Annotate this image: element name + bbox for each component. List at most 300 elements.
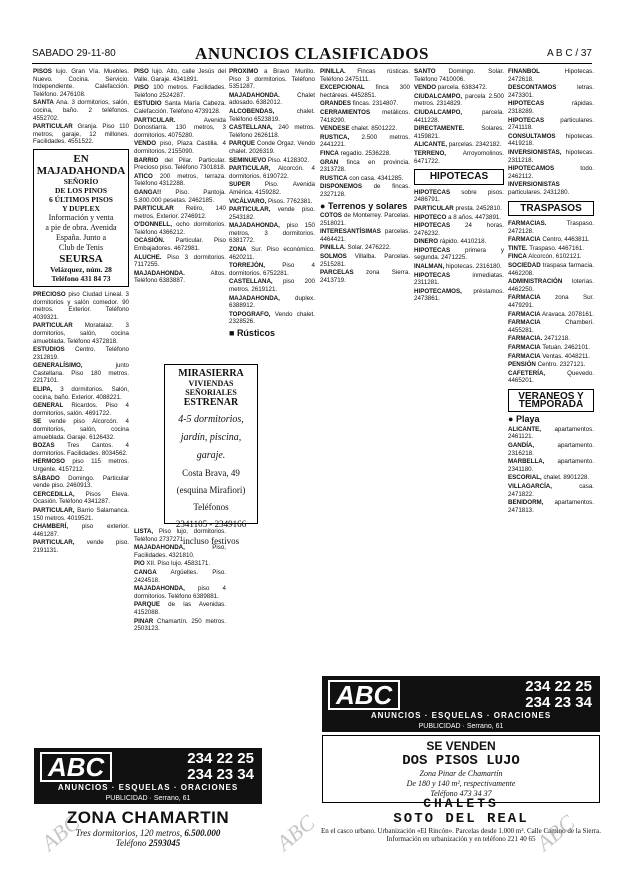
ad-keyword: HIPOTECAMOS: [508, 165, 555, 173]
ad-text: con casa. 4341285.: [349, 174, 404, 182]
ad-keyword: PARQUE: [229, 140, 256, 148]
zona-phone: 2593045: [148, 838, 181, 848]
ad-item: [229, 295, 315, 310]
ad-text: fincas. 2314807.: [352, 100, 399, 108]
ad-item: [320, 125, 410, 133]
abc-logo: ABC: [328, 680, 400, 710]
ad-keyword: CASTELLANA,: [229, 124, 273, 132]
box-title: EN MAJADAHONDA: [36, 152, 126, 177]
ad-text: Pisos Eleva. Ocasión. Teléfono 4341287.: [33, 490, 129, 506]
ad-text: Hipotecas. 2472618.: [508, 68, 594, 83]
ad-keyword: EXCEPCIONAL: [320, 84, 365, 92]
ad-item: [414, 263, 504, 271]
ad-keyword: CIUDALCAMPO,: [414, 92, 463, 100]
ad-line: De 180 y 140 m², respectivamente: [406, 779, 516, 788]
ad-item: [134, 560, 226, 568]
ad-text: metálicos. 7418290.: [320, 108, 410, 124]
ad-text: chalet. Teléfono 6523819.: [229, 107, 315, 123]
ad-keyword: ELIPA,: [33, 386, 53, 394]
ad-text: de Monterrey. Parcelas. 2518021.: [320, 212, 410, 227]
ad-item: [134, 254, 226, 269]
ad-text: Domingo. Particular vende piso. 2460913.: [33, 474, 129, 490]
ad-keyword: INVERSIONISTAS: [508, 181, 560, 189]
ads-list: [229, 68, 315, 326]
ad-item: [508, 100, 594, 115]
ad-item: [320, 68, 410, 83]
ad-item: [414, 68, 504, 83]
ad-item: [134, 100, 226, 115]
ads-list: [414, 189, 504, 303]
ad-item: [320, 84, 410, 99]
ad-keyword: ALICANTE,: [508, 425, 541, 433]
ads-list: [320, 212, 410, 284]
box-line: DE LOS PINOS: [54, 185, 108, 195]
ad-keyword: DISPONEMOS: [320, 183, 362, 191]
ad-text: letras. 2473301.: [508, 84, 594, 99]
ad-item: [508, 236, 594, 244]
ad-text: casa. 2471822.: [508, 482, 594, 498]
ad-keyword: TOPOGRAFO,: [229, 310, 271, 318]
ad-text: XII. Piso lujo. 4583171.: [146, 560, 211, 568]
ad-item: [414, 109, 504, 124]
ad-item: [229, 278, 315, 293]
ad-keyword: ADMINISTRACIÓN: [508, 278, 563, 286]
zona-phone-label: Teléfono: [115, 838, 147, 848]
ad-text: vende piso Alcorcón. 4 dormitorios, salón, cocina amueblada. Garaje. 6126432.: [33, 418, 129, 441]
ad-keyword: RUSTICA: [320, 174, 348, 182]
ad-text: Ana. 3 dormitorios, salón, cocina, baño. 2 teléfonos. 4552702.: [33, 99, 129, 122]
abc-banner-right: [322, 676, 600, 732]
ad-text: Chamartín. 250 metros. 2503123.: [134, 617, 226, 633]
ad-text: piso 4 dormitorios. Teléfono 6389881.: [134, 585, 226, 600]
box-line: Velázquez, núm. 28: [50, 264, 112, 274]
abc-banner-left: [34, 748, 262, 804]
ad-text: hipotecas. 4419218.: [508, 132, 594, 148]
ad-keyword: FARMACIA: [508, 319, 541, 327]
ad-keyword: GANGA!!: [134, 188, 162, 196]
ad-keyword: HIPOTECAMOS,: [414, 287, 462, 295]
column-5: [414, 68, 504, 616]
ad-item: [229, 246, 315, 261]
column-1: [33, 68, 129, 798]
ad-item: [33, 402, 129, 417]
watermark: ABC: [531, 809, 580, 856]
ad-item: [134, 173, 226, 188]
ad-item: [508, 361, 594, 369]
ad-keyword: PARTICULAR: [33, 123, 73, 131]
ads-list: [508, 426, 594, 515]
ad-keyword: PENSIÓN: [508, 361, 536, 369]
ads-list: [33, 68, 129, 146]
playa-label: Playa: [515, 414, 540, 425]
ad-text: de fincas. 2327128.: [320, 183, 410, 198]
ad-text: parcelas. 2342182.: [448, 141, 502, 149]
ad-text: zona Sur. 4479291.: [508, 294, 594, 310]
box-line: SEURSA: [59, 252, 103, 265]
ad-keyword: GENERALÍSIMO,: [33, 362, 83, 370]
ad-item: [33, 386, 129, 401]
ad-text: 240 metros. Teléfono 2626118.: [229, 124, 315, 139]
ad-item: [508, 311, 594, 319]
ad-item: [229, 198, 315, 206]
ad-item: [414, 93, 504, 108]
ad-text: Centro. 2327121.: [537, 361, 586, 369]
traspasos-section-title: TRASPASOS: [508, 201, 594, 217]
ad-keyword: GRAN: [320, 158, 339, 166]
ad-text: Argüelles. Piso. 2424518.: [134, 568, 226, 584]
ad-text: Ricardos. Piso 4 dormitorios, salón. 4691722.: [33, 402, 129, 417]
ad-keyword: ALICANTE,: [414, 141, 447, 149]
ad-item: [134, 68, 226, 83]
ad-keyword: SOCIEDAD: [508, 262, 541, 270]
ad-keyword: BARRIO: [134, 156, 159, 164]
ad-text: Villalba. Parcelas. 2515281.: [320, 253, 410, 268]
ad-keyword: VILLAGARCÍA,: [508, 482, 552, 490]
ad-text: Aravaca. 2078161.: [542, 310, 594, 318]
ad-text: parcela. 6383472.: [437, 84, 488, 92]
ad-item: [33, 458, 129, 473]
ad-keyword: PISO: [134, 84, 149, 92]
ad-keyword: HIPOTECAS: [414, 222, 451, 230]
ad-text: chalet. 8501222.: [351, 125, 398, 133]
ad-line: Costa Brava, 49: [182, 468, 240, 478]
box-line: Y DUPLEX: [62, 203, 100, 213]
box-line: Información y venta: [48, 212, 114, 222]
ad-text: 2.500 metros. 2441221.: [320, 133, 410, 149]
ad-keyword: VENDO: [414, 84, 437, 92]
ad-line: SOTO DEL REAL: [393, 811, 529, 827]
ad-keyword: OCASIÓN.: [134, 237, 165, 245]
ad-item: [229, 108, 315, 123]
ad-item: [229, 181, 315, 196]
ad-text: Sur. Piso económico. 4620211.: [229, 246, 315, 261]
ad-keyword: GRANDES: [320, 100, 351, 108]
ad-keyword: CONSULTAMOS: [508, 132, 556, 140]
ad-text: préstamos. 2473861.: [414, 287, 504, 303]
ad-keyword: PRECIOSO: [33, 290, 66, 298]
ad-keyword: MAJADAHONDA,: [134, 544, 185, 552]
ad-item: [229, 124, 315, 139]
playa-heading: ● Playa: [508, 414, 540, 425]
majadahonda-ad: [33, 149, 129, 287]
ad-keyword: HIPOTECO: [414, 213, 447, 221]
ad-text: loterías. 4462250.: [508, 278, 594, 293]
page-header: [32, 46, 592, 64]
ad-text: Alcorcón. 4 dormitorios. 6190722.: [229, 165, 315, 180]
ad-item: [320, 100, 410, 108]
ad-line: (esquina Mirafiori): [176, 485, 246, 495]
ad-keyword: SÁBADO: [33, 474, 60, 482]
ad-item: [33, 523, 129, 538]
ad-keyword: GENERAL: [33, 402, 64, 410]
ad-text: primera y segunda. 2471225.: [414, 246, 504, 262]
ad-item: [414, 214, 504, 222]
ad-item: [414, 150, 504, 165]
ad-keyword: ESTUDIO: [134, 100, 162, 108]
ads-list: [508, 68, 594, 197]
abc-phone-2: 234 23 34: [525, 694, 592, 711]
ad-text: Fincas rústicas. Teléfono 2475111.: [320, 68, 410, 83]
ad-item: [229, 222, 315, 245]
ad-keyword: PARTICULAR: [414, 204, 454, 212]
ad-text: Piso. 4128302.: [267, 156, 310, 164]
ad-item: [414, 272, 504, 287]
box-line: a pie de obra. Avenida: [45, 222, 117, 232]
ad-text: piso 200 metros. 2619121.: [229, 278, 315, 294]
ad-keyword: MAJADAHONDA,: [134, 585, 185, 593]
ad-item: [320, 183, 410, 198]
ad-keyword: SE: [33, 418, 42, 426]
ad-text: Vendo chalet. 2328526.: [229, 310, 315, 326]
ad-text: zona Sierra. 2413719.: [320, 269, 410, 284]
ad-keyword: CERCEDILLA,: [33, 490, 75, 498]
ad-keyword: VENDESE: [320, 125, 350, 133]
terrenos-heading: ● Terrenos y solares: [320, 200, 408, 211]
ad-item: [229, 311, 315, 326]
ad-keyword: ALUCHE.: [134, 253, 162, 261]
column-3: [229, 68, 315, 838]
ad-item: [508, 319, 594, 334]
ad-text: Chamberí. 4455281.: [508, 319, 594, 334]
box-line: 6 ÚLTIMOS PISOS: [49, 194, 113, 204]
ad-text: Alcorcón. 6102121.: [528, 253, 582, 261]
ad-item: [33, 475, 129, 490]
column-4: [320, 68, 410, 616]
box-line: España. Junto a: [56, 232, 106, 242]
ad-item: [134, 237, 226, 252]
se-venden-ad: [322, 735, 600, 803]
ad-keyword: FARMACIA: [508, 344, 541, 351]
ad-item: [320, 253, 410, 268]
ad-item: [33, 442, 129, 457]
ad-keyword: ATICO: [134, 172, 153, 180]
ad-item: [414, 84, 504, 92]
ad-keyword: GANDÍA,: [508, 441, 535, 449]
ad-keyword: INVERSIONISTAS,: [508, 148, 562, 156]
ad-keyword: DESCONTAMOS: [508, 84, 557, 92]
ad-item: [508, 426, 594, 441]
ad-text: Pisos. 7762381.: [267, 197, 313, 205]
ad-keyword: PARTICULAR.: [134, 116, 176, 124]
ad-item: [134, 601, 226, 616]
ad-keyword: ESTUDIOS: [33, 346, 65, 354]
ads-list: [33, 291, 129, 555]
ad-text: del Pilar. Particular. Precioso piso. Teléfono 7301818.: [134, 156, 226, 172]
ad-text: hipotecas. 2316180.: [445, 263, 502, 271]
ad-line: En el casco urbano. Urbanización «El Rincón». Parcelas desde 1.000 m². Calle Camino de la Sierra. Información en urbanización y en teléfono 221 40 65: [320, 827, 602, 843]
ad-keyword: CIUDALCAMPO,: [414, 108, 463, 116]
ad-keyword: PARQUE: [134, 601, 161, 609]
ad-keyword: MAJADAHONDA,: [229, 222, 280, 230]
ad-keyword: RUSTICA,: [320, 133, 350, 141]
ad-keyword: HIPOTECAS: [508, 116, 545, 124]
ad-keyword: PARCELAS: [320, 269, 354, 277]
ad-keyword: CHAMBERÍ,: [33, 523, 69, 531]
ad-item: [229, 92, 315, 107]
ad-line: CHALETS: [423, 796, 499, 811]
ad-keyword: PISO: [134, 68, 149, 75]
ads-list: [320, 68, 410, 199]
ad-text: finca en provincia. 2313728.: [320, 158, 410, 174]
ad-text: chalet. 8901228.: [543, 474, 590, 482]
ad-text: Solar. 2476222.: [347, 244, 391, 252]
ad-item: [508, 344, 594, 352]
ad-text: Tetuán. 2462101.: [542, 344, 591, 351]
ads-list: [414, 68, 504, 165]
ad-text: junto Castellana. Piso 180 metros. 2217101.: [33, 362, 129, 385]
ad-text: piso 115 metros. Urgente. 4157212.: [33, 458, 129, 473]
abc-band: ANUNCIOS · ESQUELAS · ORACIONES: [57, 783, 239, 792]
ad-line: garaje.: [196, 450, 226, 461]
ad-item: [33, 346, 129, 361]
ad-keyword: SUPER: [229, 181, 251, 189]
ad-item: [33, 68, 129, 98]
ad-keyword: MAJADAHONDA,: [229, 294, 280, 302]
ad-item: [320, 228, 410, 243]
ad-keyword: HIPOTECAS: [414, 188, 451, 196]
ad-keyword: PINILLA.: [320, 244, 346, 252]
ad-keyword: ZONA: [229, 246, 247, 254]
abc-phone-1: 234 22 25: [187, 750, 254, 767]
ad-keyword: SANTO: [414, 68, 436, 75]
ad-keyword: VENDO: [134, 140, 157, 148]
ad-text: apartamentos. 2461121.: [508, 425, 594, 441]
ad-item: [134, 140, 226, 155]
ad-item: [508, 278, 594, 293]
ad-text: a Bravo Murillo. Piso 3 dormitorios. Teléfono 5351287.: [229, 68, 315, 91]
ad-item: [229, 157, 315, 165]
ad-text: Piso lujo, dormitorios. Teléfono 2737271.: [134, 528, 226, 543]
ad-text: Altos. Teléfono 6383887.: [134, 269, 226, 285]
ad-text: Santa María Cabeza. Calefacción. Teléfono 4739128.: [134, 100, 226, 115]
watermark: ABC: [36, 809, 85, 856]
ad-item: [229, 165, 315, 180]
ad-text: Barrio Salamanca. 150 metros. 4019521.: [33, 506, 129, 522]
ad-text: particulares. 2741118.: [508, 116, 594, 132]
ad-keyword: FINCA: [320, 149, 339, 157]
ad-text: Traspaso. 4467161.: [529, 244, 585, 252]
ad-keyword: SANTA: [33, 99, 54, 107]
ad-text: apartamento. 2316218.: [508, 441, 594, 457]
ad-keyword: ALCOBENDAS,: [229, 107, 275, 115]
ad-keyword: BENIDORM,: [508, 499, 544, 507]
ad-item: [508, 335, 594, 343]
ad-text: Domingo. Solar. Teléfono 7410006.: [414, 68, 504, 83]
ad-text: Piso 3 dormitorios. 7117255.: [134, 253, 226, 269]
rusticos-heading: ■ Rústicos: [229, 328, 275, 338]
ad-item: [508, 149, 594, 164]
ad-text: rápido. 4410218.: [439, 238, 487, 246]
ad-item: [414, 288, 504, 303]
ad-keyword: PINILLA.: [320, 68, 346, 75]
ad-text: parcela. 4411228.: [414, 108, 504, 124]
ad-text: 24 horas. 2476232.: [414, 222, 504, 237]
abc-band-2: PUBLICIDAD · Serrano, 61: [418, 723, 504, 730]
ad-item: [229, 140, 315, 155]
ad-item: [134, 221, 226, 236]
ad-text: a 8 años. 4473891.: [448, 213, 502, 221]
ad-text: Centro. 4463811.: [542, 236, 590, 244]
zona-title: ZONA CHAMARTIN: [66, 808, 230, 827]
ad-item: [414, 238, 504, 246]
ad-item: [508, 133, 594, 148]
ad-keyword: CASTELLANA,: [229, 278, 273, 286]
ad-text: Conde Orgaz. Vendo chalet. 2026319.: [229, 140, 315, 155]
ad-keyword: DINERO: [414, 238, 439, 246]
ad-item: [414, 205, 504, 213]
zona-price: 6.500.000: [184, 828, 221, 838]
ad-text: particulares. 2431280.: [508, 188, 570, 196]
ad-text: todo. 2462112.: [508, 165, 594, 180]
ad-item: [508, 499, 594, 514]
ad-keyword: PINAR: [134, 617, 154, 625]
ad-keyword: PARTICULAR,: [229, 206, 271, 214]
terrenos-label: Terrenos y solares: [327, 200, 408, 211]
ad-text: piso, Plaza Castilla. 4 dormitorios. 2155090.: [134, 140, 226, 155]
ad-text: parcelas. 4464421.: [320, 228, 410, 243]
ad-line: MIRASIERRA: [178, 368, 244, 379]
page-number: A B C / 37: [546, 48, 592, 59]
ad-item: [134, 569, 226, 584]
watermark: ABC: [271, 809, 320, 856]
ad-item: [508, 442, 594, 457]
ad-text: vende piso. 2191131.: [33, 539, 129, 554]
box-line: Club de Tenis: [58, 242, 104, 252]
ad-keyword: TINTE.: [508, 244, 528, 252]
ad-keyword: PARTICULAR: [134, 205, 174, 213]
ad-item: [33, 362, 129, 385]
ad-item: [229, 206, 315, 221]
ad-item: [33, 418, 129, 441]
ad-line: 2341105 - 2349166: [175, 519, 247, 529]
box-line: Teléfono 431 84 73: [51, 273, 111, 283]
box-line: SEÑORÍO: [63, 176, 99, 186]
ads-list: [134, 68, 226, 285]
ad-item: [414, 125, 504, 140]
page-title: ANUNCIOS CLASIFICADOS: [195, 44, 429, 63]
ad-keyword: TORREJÓN,: [229, 262, 265, 270]
ad-item: [508, 253, 594, 261]
ad-text: vende piso. 2543182.: [229, 206, 315, 221]
ad-keyword: BOZAS: [33, 442, 55, 450]
ad-line: VIVIENDAS SEÑORIALES: [185, 379, 237, 397]
abc-phone-2: 234 23 34: [187, 766, 254, 783]
ad-text: lujo. Gran Vía. Muebles. Nuevo. Cocina. Servicio. Independiente. Calefacción. Teléfono. 2476108.: [33, 68, 129, 98]
ad-item: [134, 84, 226, 99]
ad-text: Piso, Facilidades. 4321810.: [134, 544, 226, 559]
ad-keyword: MARBELLA,: [508, 458, 545, 466]
ad-item: [508, 458, 594, 473]
ad-item: [229, 68, 315, 91]
ad-keyword: HIPOTECAS: [414, 246, 451, 254]
ad-item: [320, 244, 410, 252]
rusticos-label: Rústicos: [236, 328, 275, 338]
ad-text: de las Avenidas. 4152088.: [134, 601, 226, 616]
ad-line: Zona Pinar de Chamartín: [419, 769, 503, 778]
ad-text: Particular. Piso Embajadores. 4672981.: [134, 237, 226, 253]
ad-line: 4-5 dormitorios,: [178, 414, 244, 425]
ad-text: piso exterior. 4461287.: [33, 523, 129, 538]
ad-text: finca 300 hectáreas. 4452851.: [320, 84, 410, 99]
ad-item: [508, 353, 594, 361]
ad-text: Traspaso. 2472128.: [508, 220, 594, 235]
ad-text: Moratalaz. 3 dormitorios, salón, cocina amueblada. Teléfono 4372818.: [33, 322, 129, 345]
ad-keyword: DIRECTAMENTE.: [414, 125, 465, 133]
ad-text: Centro. Teléfono 2312819.: [33, 346, 129, 361]
ad-text: Quevedo. 4465201.: [508, 369, 594, 385]
ad-text: piso Ciudad Lineal. 3 dormitorios y salón comedor. 90 metros. Exterior. Teléfono 4039321.: [33, 290, 129, 321]
ad-text: inmediatas. 2311281.: [414, 271, 504, 287]
